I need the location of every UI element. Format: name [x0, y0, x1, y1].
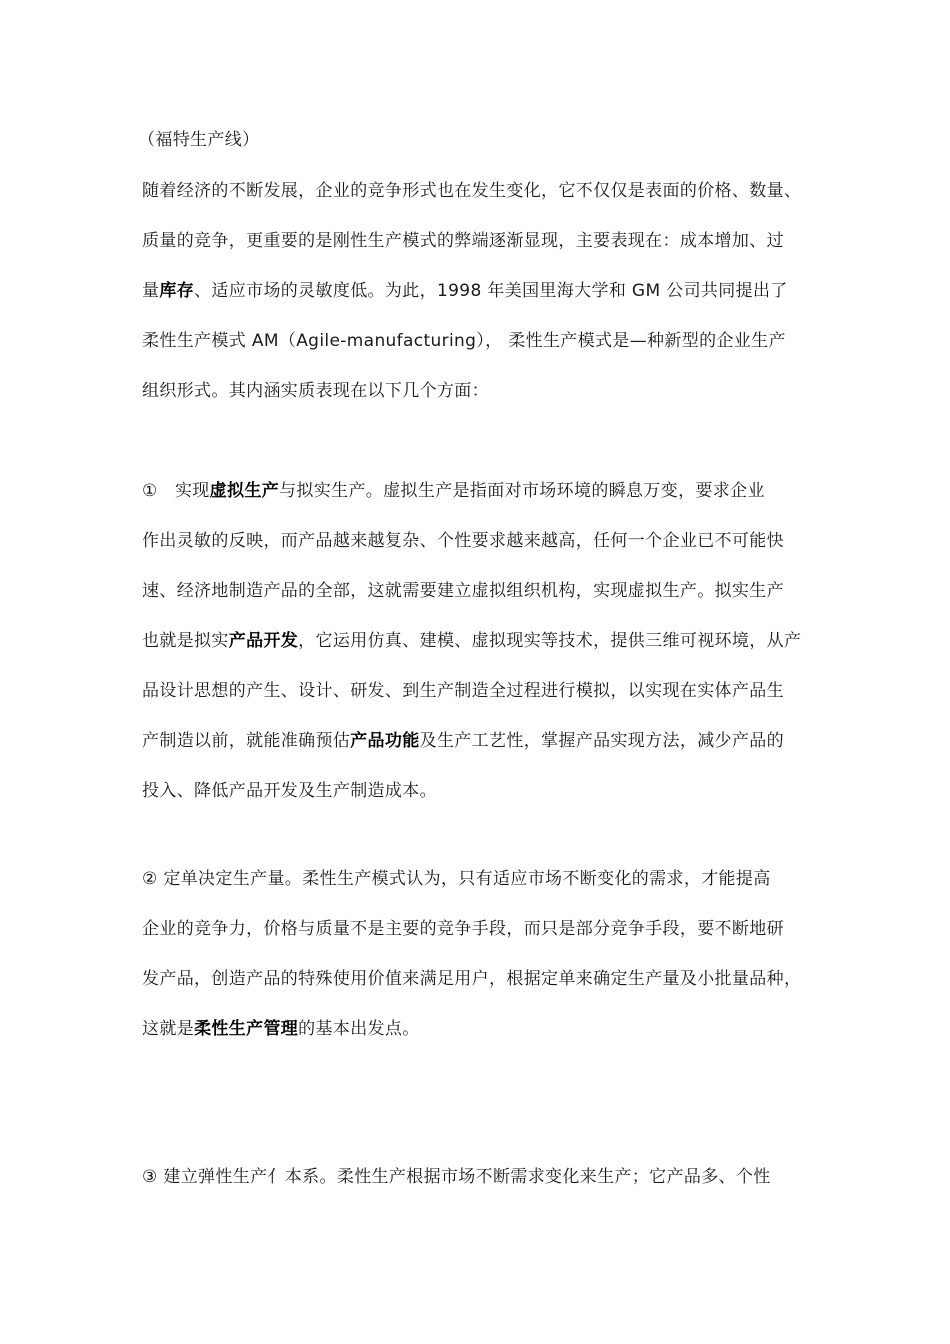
intro-line-3 [142, 279, 788, 303]
intro-line-1: 随着经济的不断发展，企业的竞争形式也在发生变化，它不仅仅是表面的价格、数量、 [142, 181, 802, 201]
text: 、适应市场的灵敏度低。为此，1998 年美国里海大学和 GM 公司共同提出了 [194, 281, 788, 301]
item-1-line-2: 作出灵敏的反映，而产品越来越复杂、个性要求越来越高，任何一个企业已不可能快 [142, 531, 784, 551]
item-1-line-3: 速、经济地制造产品的全部，这就需要建立虚拟组织机构，实现虚拟生产。拟实生产 [142, 581, 784, 601]
item-1-line-6 [142, 729, 784, 753]
item-1-line-7: 投入、降低产品开发及生产制造成本。 [142, 781, 437, 801]
item-2-line-4 [142, 1017, 420, 1041]
item-1-line-1 [142, 479, 765, 503]
caption: （福特生产线） [138, 130, 260, 150]
item-2-line-3: 发产品，创造产品的特殊使用价值来满足用户，根据定单来确定生产量及小批量品种， [142, 969, 802, 989]
text: 与拟实生产。虚拟生产是指面对市场环境的瞬息万变，要求企业 [279, 481, 765, 501]
text: 也就是拟实 [142, 631, 229, 651]
text: 量 [142, 281, 160, 301]
keyword-flexible-production-management-link[interactable]: 柔性生产管理 [194, 1019, 299, 1039]
item-1-line-5: 品设计思想的产生、设计、研发、到生产制造全过程进行模拟，以实现在实体产品生 [142, 681, 784, 701]
item-2-line-2: 企业的竞争力，价格与质量不是主要的竞争手段，而只是部分竞争手段，要不断地研 [142, 919, 784, 939]
intro-line-5: 组织形式。其内涵实质表现在以下几个方面： [142, 381, 489, 401]
text: 这就是 [142, 1019, 195, 1039]
intro-line-2: 质量的竞争，更重要的是刚性生产模式的弊端逐渐显现，主要表现在：成本增加、过 [142, 231, 784, 251]
intro-line-4: 柔性生产模式 AM（Agile-manufacturing）， 柔性生产模式是—种新型的企业生产 [142, 331, 786, 351]
item-3-line-1: ③ 建立弹性生产亻本系。柔性生产根据市场不断需求变化来生产；它产品多、个性 [142, 1167, 771, 1187]
item-1-line-4 [142, 629, 801, 653]
text: 产制造以前，就能准确预估 [142, 731, 351, 751]
keyword-inventory-link[interactable]: 库存 [159, 281, 195, 301]
item-2-line-1: ② 定单决定生产量。柔性生产模式认为，只有适应市场不断变化的需求，才能提高 [142, 869, 771, 889]
text: 的基本出发点。 [298, 1019, 420, 1039]
text: 及生产工艺性，掌握产品实现方法，减少产品的 [419, 731, 784, 751]
keyword-virtual-production-link[interactable]: 虚拟生产 [209, 481, 280, 501]
text: ，它运用仿真、建模、虚拟现实等技术，提供三维可视环境，从产 [298, 631, 802, 651]
keyword-product-development-link[interactable]: 产品开发 [228, 631, 299, 651]
text: ① 实现 [142, 481, 210, 501]
keyword-product-function-link[interactable]: 产品功能 [350, 731, 420, 751]
